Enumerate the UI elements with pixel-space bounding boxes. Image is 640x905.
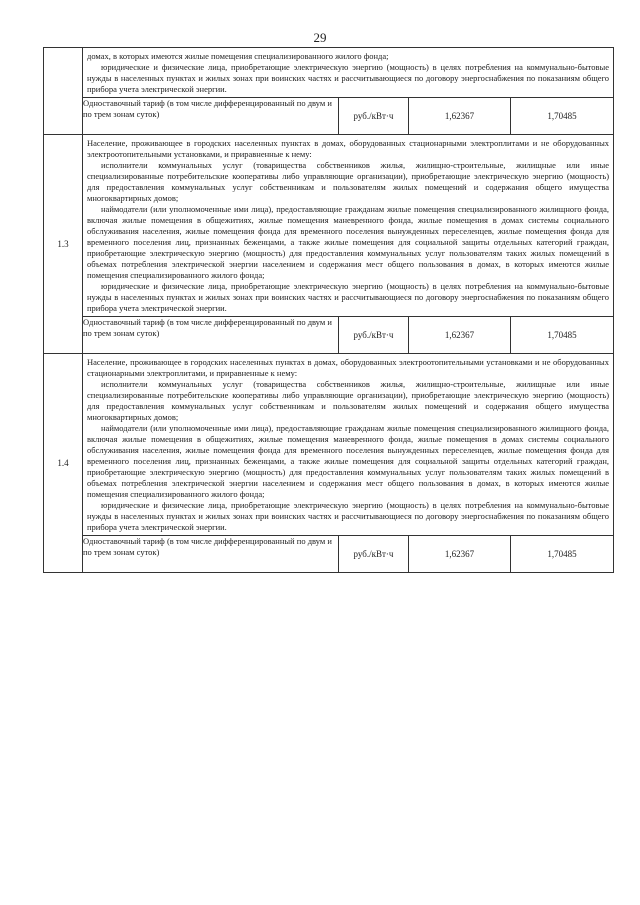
- paragraph: домах, в которых имеются жилые помещения специализированного жилого фонда;: [87, 51, 389, 61]
- rate-value-first-half: 1,62367: [409, 536, 511, 573]
- paragraph: Население, проживающее в городских населенных пунктах в домах, оборудованных электроотопительными установками и не оборудованных стационарными электроплитами, и приравненные к нему:: [87, 357, 610, 378]
- section-description: [83, 135, 614, 317]
- paragraph: юридические и физические лица, приобретающие электрическую энергию (мощность) в целях потребления на коммунально-бытовые нужды в населенных пунктах и жилых зонах при воинских частях и рассчитывающиеся по договору энергоснабжения по показаниям общего прибора учета электрической энергии.: [87, 281, 610, 313]
- rate-unit: руб./кВт·ч: [339, 98, 409, 135]
- rate-row: [44, 317, 614, 354]
- section-number: [44, 48, 83, 135]
- rate-row: [44, 98, 614, 135]
- paragraph: Население, проживающее в городских населенных пунктах в домах, оборудованных стационарными электроплитами и не оборудованных электроотопительными установками, и приравненные к нему:: [87, 138, 610, 159]
- section-row: [44, 48, 614, 98]
- rate-label: Одноставочный тариф (в том числе дифференцированный по двум и по трем зонам суток): [83, 317, 339, 354]
- section-description: [83, 48, 614, 98]
- paragraph: юридические и физические лица, приобретающие электрическую энергию (мощность) в целях потребления на коммунально-бытовые нужды в населенных пунктах и жилых зонах при воинских частях и рассчитывающиеся по договору энергоснабжения по показаниям общего прибора учета электрической энергии.: [87, 500, 610, 532]
- rate-value-first-half: 1,62367: [409, 98, 511, 135]
- rate-label: Одноставочный тариф (в том числе дифференцированный по двум и по трем зонам суток): [83, 536, 339, 573]
- rate-row: [44, 536, 614, 573]
- paragraph: наймодатели (или уполномоченные ими лица), предоставляющие гражданам жилые помещения специализированного жилищного фонда, включая жилые помещения в общежитиях, жилые помещения маневренного фонда, жилые помещения в домах системы социального обслуживания населения, жилые помещения фонда для временного поселения вынужденных переселенцев, жилые помещения фонда для временного поселения лиц, признанных беженцами, а также жилые помещения для социальной защиты отдельных категорий граждан, приобретающие электрическую энергию (мощность) для предоставления коммунальных услуг пользователям таких жилых помещений в объемах потребления электрической энергии населением и содержания мест общего пользования в домах, в которых имеются жилые помещения специализированного жилого фонда;: [87, 204, 610, 280]
- paragraph: юридические и физические лица, приобретающие электрическую энергию (мощность) в целях потребления на коммунально-бытовые нужды в населенных пунктах и жилых зонах при воинских частях и рассчитывающиеся по договору энергоснабжения по показаниям общего прибора учета электрической энергии.: [87, 62, 610, 94]
- rate-unit: руб./кВт·ч: [339, 317, 409, 354]
- section-row: [44, 354, 614, 536]
- tariff-table: [43, 47, 614, 573]
- section-description: [83, 354, 614, 536]
- rate-value-first-half: 1,62367: [409, 317, 511, 354]
- paragraph: наймодатели (или уполномоченные ими лица), предоставляющие гражданам жилые помещения специализированного жилищного фонда, включая жилые помещения в общежитиях, жилые помещения маневренного фонда, жилые помещения в домах системы социального обслуживания населения, жилые помещения фонда для временного поселения вынужденных переселенцев, жилые помещения фонда для временного поселения лиц, признанных беженцами, а также жилые помещения для социальной защиты отдельных категорий граждан, приобретающие электрическую энергию (мощность) для предоставления коммунальных услуг пользователям таких жилых помещений в объемах потребления электрической энергии населением и содержания мест общего пользования в домах, в которых имеются жилые помещения специализированного жилого фонда;: [87, 423, 610, 499]
- page-number: 29: [313, 30, 327, 45]
- rate-value-second-half: 1,70485: [511, 317, 614, 354]
- rate-value-second-half: 1,70485: [511, 98, 614, 135]
- rate-value-second-half: 1,70485: [511, 536, 614, 573]
- section-number: 1.4: [44, 354, 83, 573]
- paragraph: исполнители коммунальных услуг (товарищества собственников жилья, жилищно-строительные, жилищные или иные специализированные потребительские кооперативы либо управляющие организации), приобретающие электрическую энергию (мощность) для предоставления коммунальных услуг собственникам и пользователям жилых помещений и содержания общего имущества многоквартирных домов;: [87, 160, 610, 203]
- rate-label: Одноставочный тариф (в том числе дифференцированный по двум и по трем зонам суток): [83, 98, 339, 135]
- rate-unit: руб./кВт·ч: [339, 536, 409, 573]
- section-row: [44, 135, 614, 317]
- paragraph: исполнители коммунальных услуг (товарищества собственников жилья, жилищно-строительные, жилищные или иные специализированные потребительские кооперативы либо управляющие организации), приобретающие электрическую энергию (мощность) для предоставления коммунальных услуг собственникам и пользователям жилых помещений и содержания общего имущества многоквартирных домов;: [87, 379, 610, 422]
- section-number: 1.3: [44, 135, 83, 354]
